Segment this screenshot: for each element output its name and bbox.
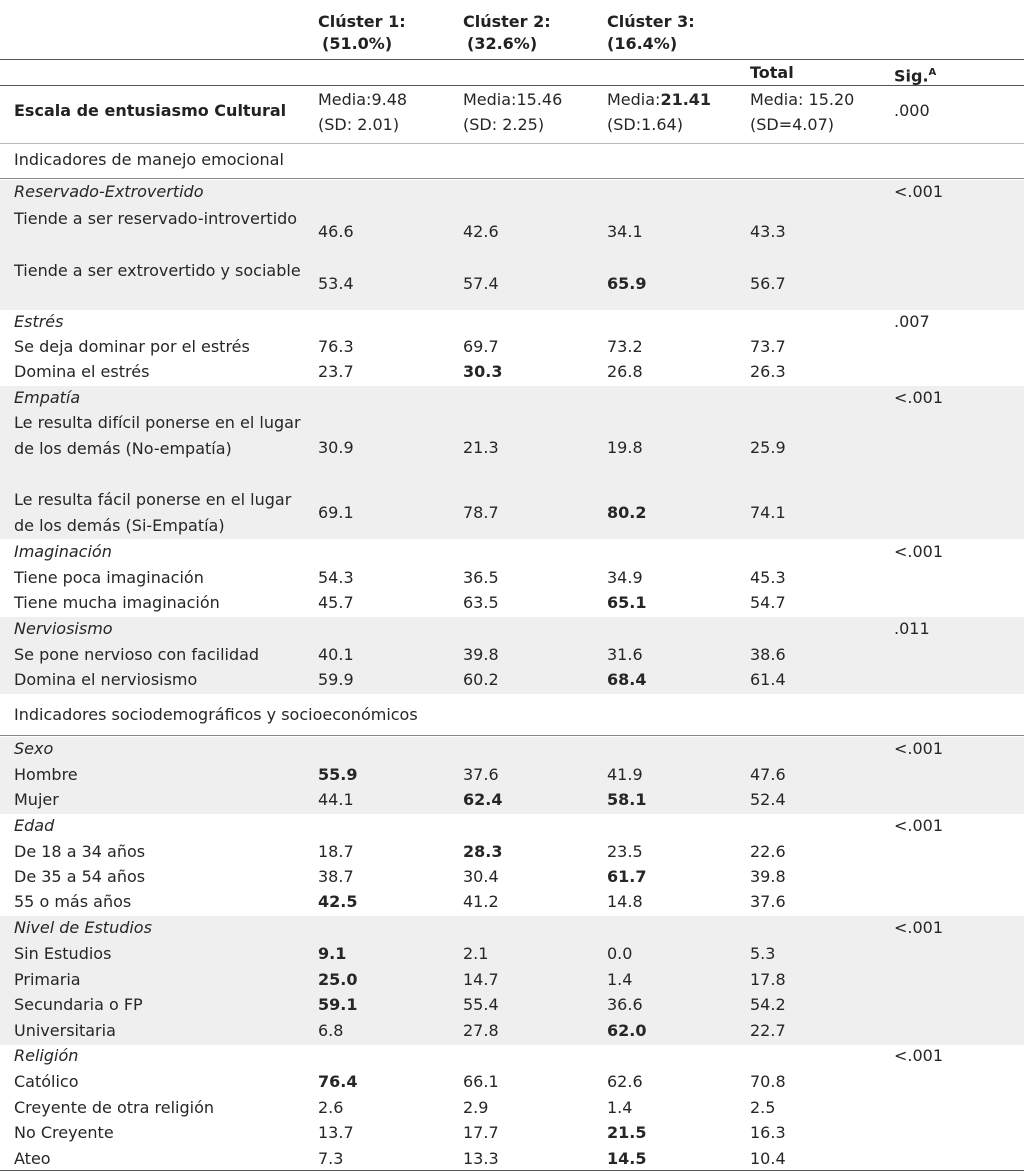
cluster-1-value: 6.8 bbox=[318, 1020, 344, 1040]
row-label: Le resulta fácil ponerse en el lugar de los demás (Si-Empatía) bbox=[14, 490, 292, 535]
cluster-3-value: 36.6 bbox=[607, 994, 643, 1014]
section-title-emotional: Indicadores de manejo emocional bbox=[14, 150, 284, 169]
table-row bbox=[0, 1018, 1024, 1044]
cluster-2-value: 57.4 bbox=[463, 273, 499, 293]
scale-cluster-1 bbox=[318, 87, 407, 137]
group-sig: <.001 bbox=[894, 388, 944, 407]
cluster-3-value: 62.0 bbox=[607, 1020, 647, 1040]
cluster-2-value: 13.3 bbox=[463, 1148, 499, 1168]
header-cluster-1-share: (51.0%) bbox=[322, 34, 393, 53]
header-cluster-2-share: (32.6%) bbox=[467, 34, 538, 53]
row-label: 55 o más años bbox=[14, 892, 132, 911]
scale-total-sd: (SD=4.07) bbox=[750, 115, 834, 134]
cluster-2-value: 55.4 bbox=[463, 994, 499, 1014]
group-sig: <.001 bbox=[894, 1046, 944, 1065]
table-row bbox=[0, 967, 1024, 993]
cluster-1-value: 40.1 bbox=[318, 644, 354, 664]
cluster-1-value: 7.3 bbox=[318, 1148, 344, 1168]
table-row bbox=[0, 590, 1024, 616]
cluster-1-value: 59.1 bbox=[318, 994, 358, 1014]
total-value: 43.3 bbox=[750, 221, 786, 241]
row-label: De 18 a 34 años bbox=[14, 842, 146, 861]
cluster-3-value: 1.4 bbox=[607, 1097, 633, 1117]
table-row bbox=[0, 1095, 1024, 1121]
cluster-1-value: 38.7 bbox=[318, 866, 354, 886]
table-row bbox=[0, 1146, 1024, 1172]
cluster-3-value: 26.8 bbox=[607, 361, 643, 381]
total-value: 61.4 bbox=[750, 669, 786, 689]
group-sig: <.001 bbox=[894, 918, 944, 937]
row-label: Primaria bbox=[14, 970, 81, 989]
cluster-1-value: 2.6 bbox=[318, 1097, 344, 1117]
scale-label: Escala de entusiasmo Cultural bbox=[14, 101, 287, 120]
total-value: 56.7 bbox=[750, 273, 786, 293]
cluster-2-value: 2.9 bbox=[463, 1097, 489, 1117]
cluster-3-value: 31.6 bbox=[607, 644, 643, 664]
cluster-1-value: 25.0 bbox=[318, 969, 358, 989]
table-row bbox=[0, 992, 1024, 1018]
cluster-1-value: 59.9 bbox=[318, 669, 354, 689]
header-cluster-3-title: Clúster 3: bbox=[607, 12, 695, 31]
scale-sig: .000 bbox=[894, 101, 930, 120]
cluster-3-value: 34.1 bbox=[607, 221, 643, 241]
table-row bbox=[0, 889, 1024, 915]
total-value: 45.3 bbox=[750, 567, 786, 587]
header-sig-footnote: A bbox=[928, 67, 937, 78]
cluster-3-value: 21.5 bbox=[607, 1122, 647, 1142]
cluster-2-value: 30.4 bbox=[463, 866, 499, 886]
total-value: 37.6 bbox=[750, 891, 786, 911]
cluster-2-value: 36.5 bbox=[463, 567, 499, 587]
table-row bbox=[0, 839, 1024, 865]
scale-cluster-2 bbox=[463, 87, 562, 137]
row-label: Se deja dominar por el estrés bbox=[14, 337, 250, 356]
total-value: 25.9 bbox=[750, 438, 786, 458]
cluster-2-value: 62.4 bbox=[463, 789, 503, 809]
total-value: 54.7 bbox=[750, 592, 786, 612]
cluster-1-value: 76.4 bbox=[318, 1071, 358, 1091]
table-row bbox=[0, 410, 1024, 487]
total-value: 47.6 bbox=[750, 764, 786, 784]
group-label: Religión bbox=[14, 1046, 79, 1065]
scale-cluster-3 bbox=[607, 87, 711, 137]
cluster-3-value: 14.5 bbox=[607, 1148, 647, 1168]
cluster-2-value: 14.7 bbox=[463, 969, 499, 989]
total-value: 5.3 bbox=[750, 943, 776, 963]
table-row bbox=[0, 864, 1024, 890]
table-bottom-rule bbox=[0, 1170, 1024, 1171]
row-label: No Creyente bbox=[14, 1123, 114, 1142]
row-label: Mujer bbox=[14, 790, 59, 809]
header-cluster-2-title: Clúster 2: bbox=[463, 12, 551, 31]
scale-cluster-3-mean-line bbox=[607, 87, 711, 112]
cluster-3-value: 80.2 bbox=[607, 502, 647, 522]
table-row bbox=[0, 667, 1024, 693]
group-sig: <.001 bbox=[894, 816, 944, 835]
cluster-1-value: 45.7 bbox=[318, 592, 354, 612]
scale-total bbox=[750, 87, 854, 137]
scale-cluster-1-mean: Media:9.48 bbox=[318, 90, 408, 109]
total-value: 16.3 bbox=[750, 1122, 786, 1142]
cluster-2-value: 69.7 bbox=[463, 336, 499, 356]
table-row bbox=[0, 1120, 1024, 1146]
table-row bbox=[0, 565, 1024, 591]
total-value: 2.5 bbox=[750, 1097, 776, 1117]
row-label: Tiene mucha imaginación bbox=[14, 593, 220, 612]
row-label: Se pone nervioso con facilidad bbox=[14, 645, 260, 664]
cluster-2-value: 27.8 bbox=[463, 1020, 499, 1040]
group-label: Empatía bbox=[14, 388, 81, 407]
group-label: Sexo bbox=[14, 739, 54, 758]
cluster-1-value: 46.6 bbox=[318, 221, 354, 241]
table-row bbox=[0, 359, 1024, 385]
cluster-2-value: 21.3 bbox=[463, 438, 499, 458]
header-cluster-3 bbox=[607, 11, 695, 55]
cluster-1-value: 54.3 bbox=[318, 567, 354, 587]
header-rule-bottom bbox=[0, 85, 1024, 86]
cluster-3-value: 61.7 bbox=[607, 866, 647, 886]
row-label: Católico bbox=[14, 1072, 79, 1091]
group-label: Imaginación bbox=[14, 542, 112, 561]
cluster-2-value: 42.6 bbox=[463, 221, 499, 241]
row-label: Creyente de otra religión bbox=[14, 1098, 215, 1117]
cluster-1-value: 13.7 bbox=[318, 1122, 354, 1142]
cluster-2-value: 30.3 bbox=[463, 361, 503, 381]
row-label: Ateo bbox=[14, 1149, 51, 1168]
section-title-socio: Indicadores sociodemográficos y socioeconómicos bbox=[14, 705, 418, 724]
total-value: 10.4 bbox=[750, 1148, 786, 1168]
table-row bbox=[0, 642, 1024, 668]
cluster-3-value: 68.4 bbox=[607, 669, 647, 689]
group-sig: .007 bbox=[894, 312, 930, 331]
table-row bbox=[0, 206, 1024, 257]
cluster-1-value: 42.5 bbox=[318, 891, 358, 911]
row-label: Tiende a ser extrovertido y sociable bbox=[14, 261, 301, 280]
cluster-2-value: 63.5 bbox=[463, 592, 499, 612]
row-label: Tiende a ser reservado-introvertido bbox=[14, 209, 298, 228]
group-sig: <.001 bbox=[894, 182, 944, 201]
cluster-3-value: 1.4 bbox=[607, 969, 633, 989]
row-label: Domina el estrés bbox=[14, 362, 150, 381]
total-value: 26.3 bbox=[750, 361, 786, 381]
header-sig-label: Sig. bbox=[894, 66, 929, 86]
cluster-3-value: 41.9 bbox=[607, 764, 643, 784]
total-value: 22.7 bbox=[750, 1020, 786, 1040]
group-label: Reservado-Extrovertido bbox=[14, 182, 204, 201]
cluster-3-value: 65.1 bbox=[607, 592, 647, 612]
cluster-2-value: 2.1 bbox=[463, 943, 489, 963]
section-rule-socio bbox=[0, 735, 1024, 736]
scale-rule bbox=[0, 143, 1024, 144]
total-value: 74.1 bbox=[750, 502, 786, 522]
cluster-2-value: 37.6 bbox=[463, 764, 499, 784]
scale-cluster-2-mean: Media:15.46 bbox=[463, 90, 563, 109]
cluster-1-value: 69.1 bbox=[318, 502, 354, 522]
scale-total-mean: Media: 15.20 bbox=[750, 90, 855, 109]
cluster-1-value: 55.9 bbox=[318, 764, 358, 784]
total-value: 38.6 bbox=[750, 644, 786, 664]
row-label: Domina el nerviosismo bbox=[14, 670, 198, 689]
scale-cluster-2-sd: (SD: 2.25) bbox=[463, 115, 545, 134]
cluster-2-value: 28.3 bbox=[463, 841, 503, 861]
table-row bbox=[0, 487, 1024, 538]
header-cluster-1-title: Clúster 1: bbox=[318, 12, 406, 31]
row-label: Universitaria bbox=[14, 1021, 116, 1040]
total-value: 52.4 bbox=[750, 789, 786, 809]
row-label: Secundaria o FP bbox=[14, 995, 143, 1014]
group-label: Nerviosismo bbox=[14, 619, 113, 638]
group-label: Estrés bbox=[14, 312, 64, 331]
header-cluster-3-share: (16.4%) bbox=[607, 34, 678, 53]
cluster-1-value: 30.9 bbox=[318, 438, 354, 458]
cluster-1-value: 53.4 bbox=[318, 273, 354, 293]
cluster-3-value: 14.8 bbox=[607, 891, 643, 911]
total-value: 17.8 bbox=[750, 969, 786, 989]
cluster-1-value: 18.7 bbox=[318, 841, 354, 861]
cluster-3-value: 0.0 bbox=[607, 943, 633, 963]
group-sig: <.001 bbox=[894, 542, 944, 561]
scale-cluster-3-mean: 21.41 bbox=[660, 90, 712, 109]
row-label: Hombre bbox=[14, 765, 78, 784]
header-sig bbox=[894, 62, 936, 87]
scale-cluster-3-mean-label: Media: bbox=[607, 90, 661, 109]
cluster-1-value: 9.1 bbox=[318, 943, 347, 963]
cluster-1-value: 44.1 bbox=[318, 789, 354, 809]
table-row bbox=[0, 258, 1024, 309]
row-label: De 35 a 54 años bbox=[14, 867, 146, 886]
total-value: 39.8 bbox=[750, 866, 786, 886]
scale-cluster-3-sd: (SD:1.64) bbox=[607, 115, 683, 134]
cluster-2-value: 66.1 bbox=[463, 1071, 499, 1091]
cluster-3-value: 23.5 bbox=[607, 841, 643, 861]
row-label: Le resulta difícil ponerse en el lugar de los demás (No-empatía) bbox=[14, 413, 301, 458]
section-rule-emotional bbox=[0, 178, 1024, 179]
group-label: Nivel de Estudios bbox=[14, 918, 152, 937]
total-value: 73.7 bbox=[750, 336, 786, 356]
cluster-3-value: 62.6 bbox=[607, 1071, 643, 1091]
total-value: 54.2 bbox=[750, 994, 786, 1014]
header-cluster-1 bbox=[318, 11, 406, 55]
table-row bbox=[0, 941, 1024, 967]
cluster-2-value: 39.8 bbox=[463, 644, 499, 664]
cluster-3-value: 34.9 bbox=[607, 567, 643, 587]
cluster-1-value: 23.7 bbox=[318, 361, 354, 381]
table-row bbox=[0, 762, 1024, 788]
cluster-2-value: 78.7 bbox=[463, 502, 499, 522]
cluster-3-value: 65.9 bbox=[607, 273, 647, 293]
cluster-3-value: 58.1 bbox=[607, 789, 647, 809]
row-label: Tiene poca imaginación bbox=[14, 568, 204, 587]
cluster-3-value: 19.8 bbox=[607, 438, 643, 458]
cluster-2-value: 60.2 bbox=[463, 669, 499, 689]
total-value: 70.8 bbox=[750, 1071, 786, 1091]
header-total: Total bbox=[750, 63, 794, 82]
group-sig: <.001 bbox=[894, 739, 944, 758]
total-value: 22.6 bbox=[750, 841, 786, 861]
table-row bbox=[0, 787, 1024, 813]
cluster-1-value: 76.3 bbox=[318, 336, 354, 356]
group-sig: .011 bbox=[894, 619, 930, 638]
header-rule-top bbox=[0, 59, 1024, 60]
cluster-2-value: 41.2 bbox=[463, 891, 499, 911]
table-row bbox=[0, 334, 1024, 360]
header-cluster-2 bbox=[463, 11, 551, 55]
scale-cluster-1-sd: (SD: 2.01) bbox=[318, 115, 400, 134]
cluster-2-value: 17.7 bbox=[463, 1122, 499, 1142]
row-label: Sin Estudios bbox=[14, 944, 112, 963]
group-label: Edad bbox=[14, 816, 55, 835]
cluster-3-value: 73.2 bbox=[607, 336, 643, 356]
table-row bbox=[0, 1069, 1024, 1095]
